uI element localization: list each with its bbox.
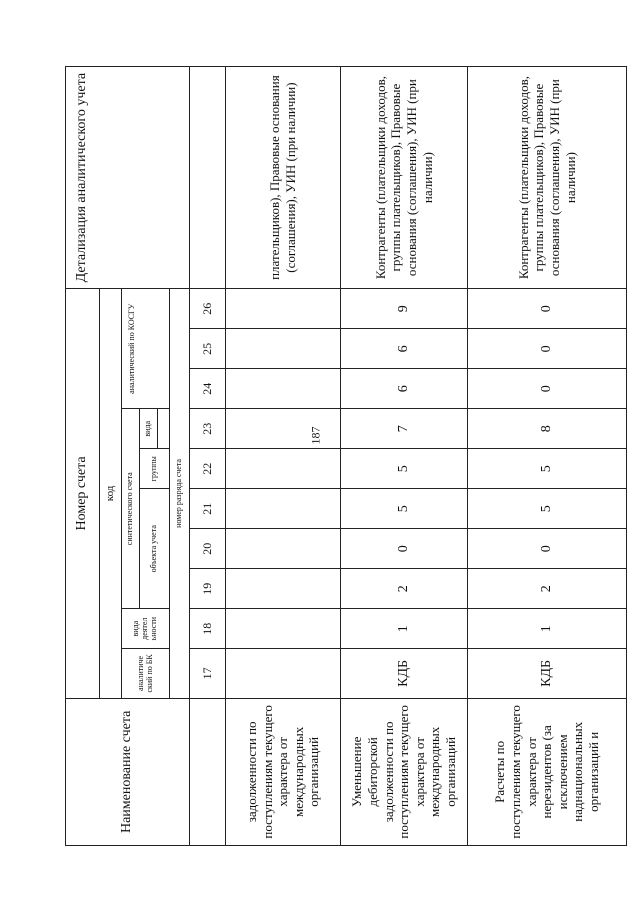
digit-21: 21: [190, 489, 226, 529]
row-3-cell: 5: [468, 489, 627, 529]
header-account-number: Номер счета: [66, 289, 100, 698]
row-2-cell: 5: [341, 449, 468, 489]
digit-22: 22: [190, 449, 226, 489]
row-3-cell: 0: [468, 289, 627, 329]
row-3-cell: КДБ: [468, 649, 627, 698]
row-1-cell: [226, 409, 341, 449]
row-1-cell: [226, 329, 341, 369]
row-1-cell: [226, 369, 341, 409]
row-3-detail: Контрагенты (плательщики доходов, группы плательщиков), Правовые основания (соглашения), УИН (при наличии): [468, 67, 627, 289]
row-3-name: Расчеты по поступлениям текущего характера от нерезидентов (за исключением наднациональных организаций и: [468, 698, 627, 845]
header-activity-type: вида деятел ьности: [122, 609, 170, 649]
digit-26: 26: [190, 289, 226, 329]
rotated-page: [65, 66, 626, 846]
header-object: объекта учета: [140, 489, 170, 609]
row-3-cell: 0: [468, 529, 627, 569]
row-2-cell: 7: [341, 409, 468, 449]
row-3-cell: 2: [468, 569, 627, 609]
header-kind-spacer: [158, 409, 170, 449]
row-2-cell: 6: [341, 369, 468, 409]
row-1-name: задолженности по поступлениям текущего характера от международных организаций: [226, 698, 341, 845]
row-1-cell: [226, 489, 341, 529]
row-2-cell: 6: [341, 329, 468, 369]
header-account-name: Наименование счета: [66, 698, 190, 845]
digit-25: 25: [190, 329, 226, 369]
digit-19: 19: [190, 569, 226, 609]
row-2-cell: 9: [341, 289, 468, 329]
header-group: группы: [140, 449, 170, 489]
row-3-cell: 5: [468, 449, 627, 489]
header-analytic-bk: аналитиче ский по БК: [122, 649, 170, 698]
header-kind: вида: [140, 409, 158, 449]
digit-23: 23: [190, 409, 226, 449]
digit-empty-right: [190, 67, 226, 289]
row-2-cell: 5: [341, 489, 468, 529]
accounts-table: [65, 66, 627, 846]
header-synthetic: синтетического счета: [122, 409, 140, 609]
digit-24: 24: [190, 369, 226, 409]
digit-18: 18: [190, 609, 226, 649]
page-number: 187: [308, 426, 323, 445]
row-1-cell: [226, 609, 341, 649]
header-kosgu: аналитический по КОСГУ: [122, 289, 170, 409]
row-1-cell: [226, 649, 341, 698]
row-3-cell: 1: [468, 609, 627, 649]
header-digit-number: номер разряда счета: [170, 289, 190, 698]
row-1-cell: [226, 449, 341, 489]
row-3-cell: 0: [468, 329, 627, 369]
row-3-cell: 0: [468, 369, 627, 409]
header-code: код: [100, 289, 122, 698]
digit-17: 17: [190, 649, 226, 698]
digit-20: 20: [190, 529, 226, 569]
row-2-cell: КДБ: [341, 649, 468, 698]
row-2-cell: 2: [341, 569, 468, 609]
row-1-cell: [226, 529, 341, 569]
row-2-cell: 0: [341, 529, 468, 569]
digit-empty-left: [190, 698, 226, 845]
row-1-detail: плательщиков), Правовые основания (соглашения), УИН (при наличии): [226, 67, 341, 289]
row-2-name: Уменьшение дебиторской задолженности по поступлениям текущего характера от международных организаций: [341, 698, 468, 845]
row-2-cell: 1: [341, 609, 468, 649]
row-3-cell: 8: [468, 409, 627, 449]
row-1-cell: [226, 289, 341, 329]
row-2-detail: Контрагенты (плательщики доходов, группы плательщиков), Правовые основания (соглашения), УИН (при наличии): [341, 67, 468, 289]
row-1-cell: [226, 569, 341, 609]
header-analytic-detail: Детализация аналитического учета: [66, 67, 190, 289]
